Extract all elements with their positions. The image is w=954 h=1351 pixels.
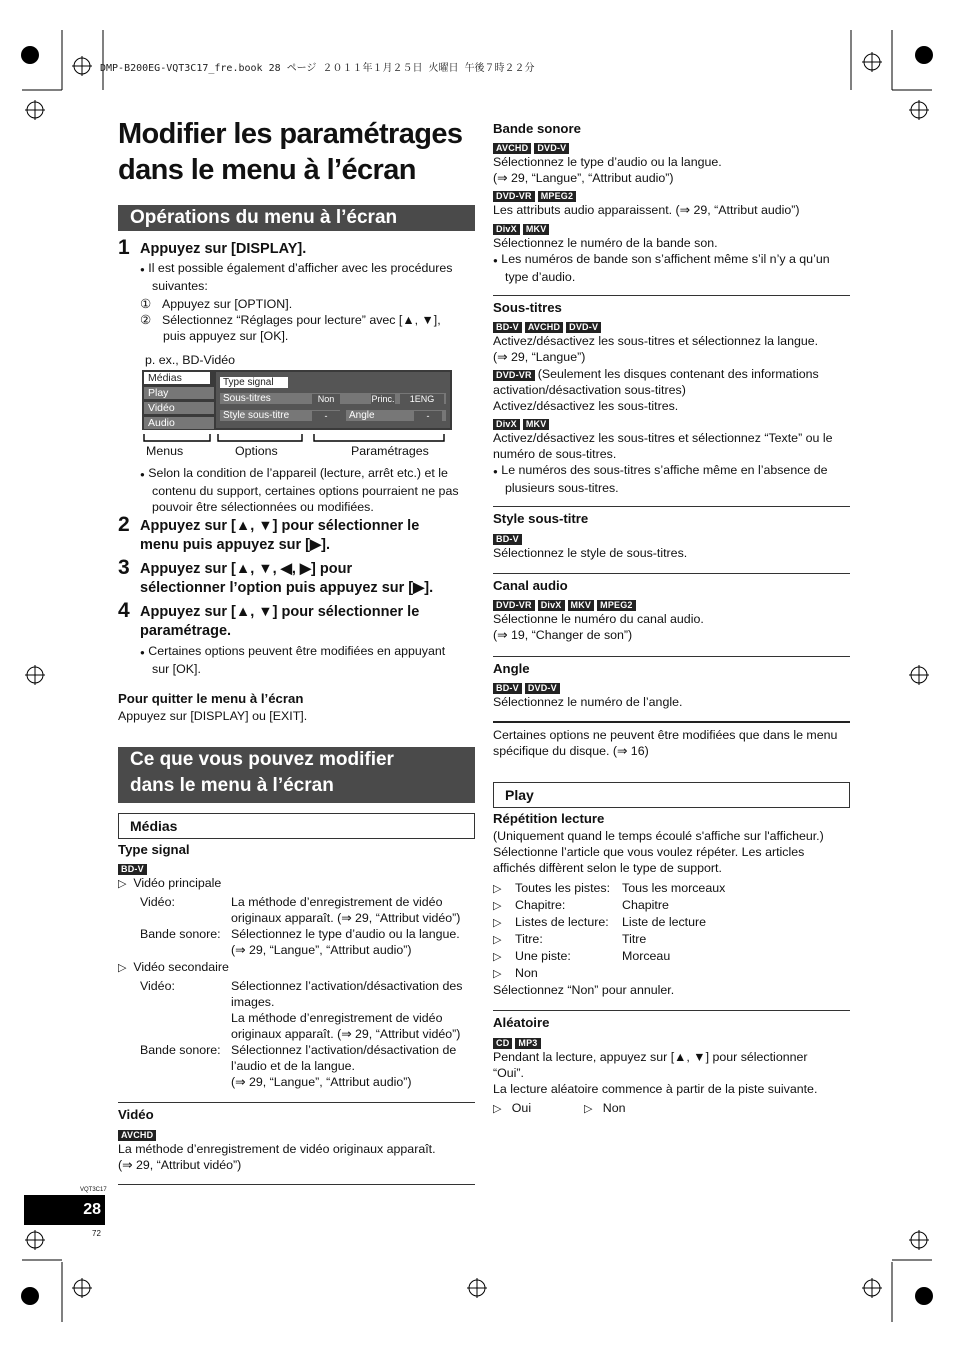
osd-menu-video: Vidéo: [144, 402, 214, 414]
random-option-non: ▷ Non: [584, 1101, 626, 1115]
canal-tags: DVD-VR DivX MKV MPEG2: [493, 596, 639, 612]
sous-desc-2: DVD-VR (Seulement les disques contenant des informations activation/désactivation sous-titres) Activez/désactivez les sous-titres.: [493, 367, 819, 413]
sous-tags-3: DivX MKV: [493, 415, 552, 431]
style-desc: Sélectionnez le style de sous-titres.: [493, 546, 688, 560]
osd-menu-play: Play: [144, 387, 214, 399]
osd-option-angle: Angle: [346, 410, 446, 421]
file-header: DMP-B200EG-VQT3C17_fre.book 28 ページ ２０１１年１月２５日 火曜日 午後７時２２分: [100, 63, 535, 74]
bande-tags-3: DivX MKV: [493, 220, 552, 236]
angle-tags: BD-V DVD-V: [493, 679, 563, 695]
video-title: Vidéo: [118, 1107, 154, 1122]
step-4-bullet: ● Certaines options peuvent être modifiées en appuyant sur [OK].: [140, 644, 446, 676]
note-disc-menu: Certaines options ne peuvent être modifiées que dans le menu spécifique du disque. (⇒ 16): [493, 728, 838, 758]
random-title: Aléatoire: [493, 1015, 550, 1030]
style-title: Style sous-titre: [493, 511, 589, 526]
bande-bullet: ● Les numéros de bande son s’affichent même s’il n’y a qu’un type d’audio.: [493, 252, 830, 284]
random-desc: Pendant la lecture, appuyez sur [▲, ▼] pour sélectionner “Oui”. La lecture aléatoire commence à partir de la piste suivante.: [493, 1050, 818, 1096]
random-option-oui: ▷ Oui: [493, 1101, 532, 1115]
list-item: ▷ Chapitre: Chapitre: [493, 898, 669, 912]
secondary-video-label: Vidéo:: [140, 979, 175, 993]
sous-tags-1: BD-V AVCHD DVD-V: [493, 318, 604, 334]
type-signal-title: Type signal: [118, 842, 190, 857]
step-number-1: 1: [118, 236, 130, 259]
video-desc: La méthode d’enregistrement de vidéo originaux apparaît. (⇒ 29, “Attribut vidéo”): [118, 1142, 436, 1172]
repeat-cancel-note: Sélectionnez “Non” pour annuler.: [493, 983, 675, 997]
osd-option-style: Style sous-titre: [220, 410, 340, 421]
bande-sonore-title: Bande sonore: [493, 121, 581, 136]
primary-video-desc: La méthode d’enregistrement de vidéo originaux apparaît. (⇒ 29, “Attribut vidéo”): [231, 895, 461, 925]
sous-titres-title: Sous-titres: [493, 300, 562, 315]
caption-parametrages: Paramétrages: [351, 444, 429, 458]
bande-tags-1: AVCHD DVD-V: [493, 139, 572, 155]
secondary-video-row: ▷ Vidéo secondaire: [118, 960, 229, 974]
step-2-text: Appuyez sur [▲, ▼] pour sélectionner le menu puis appuyez sur [▶].: [140, 518, 420, 553]
secondary-audio-label: Bande sonore:: [140, 1043, 221, 1057]
section-heading-operations: Opérations du menu à l’écran: [118, 205, 475, 231]
play-box: Play: [493, 782, 850, 808]
canal-title: Canal audio: [493, 578, 568, 593]
page-number: 28: [24, 1195, 105, 1225]
primary-video-row: ▷ Vidéo principale: [118, 876, 222, 890]
primary-audio-label: Bande sonore:: [140, 927, 221, 941]
onscreen-menu-illustration: [142, 370, 452, 430]
osd-value-non: Non: [312, 394, 340, 405]
divider: [118, 1102, 475, 1103]
angle-title: Angle: [493, 661, 530, 676]
step-3-text: Appuyez sur [▲, ▼, ◀, ▶] pour sélectionner l’option puis appuyez sur [▶].: [140, 561, 434, 596]
bande-desc-1: Sélectionnez le type d’audio ou la langue. (⇒ 29, “Langue”, “Attribut audio”): [493, 155, 722, 185]
repeat-title: Répétition lecture: [493, 811, 605, 826]
repeat-options: [493, 880, 850, 982]
osd-option-type-signal: Type signal: [220, 377, 288, 388]
canal-desc: Sélectionne le numéro du canal audio. (⇒ 19, “Changer de son”): [493, 612, 704, 642]
list-item: ▷ Une piste: Morceau: [493, 949, 671, 963]
divider: [493, 1010, 850, 1011]
quit-menu-title: Pour quitter le menu à l’écran: [118, 691, 304, 706]
quit-menu-text: Appuyez sur [DISPLAY] ou [EXIT].: [118, 709, 308, 723]
primary-audio-desc: Sélectionnez le type d’audio ou la langue. (⇒ 29, “Langue”, “Attribut audio”): [231, 927, 460, 957]
osd-value-dash-1: -: [312, 411, 340, 422]
divider: [118, 1184, 475, 1185]
list-item: ▷ Listes de lecture: Liste de lecture: [493, 915, 707, 929]
section-heading-modify: Ce que vous pouvez modifier dans le menu à l’écran: [118, 747, 475, 803]
step-number-4: 4: [118, 599, 130, 622]
step-1-bullet: ● Il est possible également d’afficher avec les procédures suivantes:: [140, 261, 453, 293]
angle-desc: Sélectionnez le numéro de l’angle.: [493, 695, 683, 709]
step-number-2: 2: [118, 513, 130, 536]
divider: [493, 506, 850, 507]
bande-desc-2: Les attributs audio apparaissent. (⇒ 29, “Attribut audio”): [493, 203, 800, 217]
osd-option-sous-titres: Sous-titres: [220, 393, 446, 404]
divider: [493, 656, 850, 657]
bande-desc-3: Sélectionnez le numéro de la bande son.: [493, 236, 718, 250]
osd-note-bullet: ● Selon la condition de l’appareil (lecture, arrêt etc.) et le contenu du support, certaines options pourraient ne pas pouvoir être sélectionnées ou modifiées.: [140, 466, 459, 514]
osd-value-princ: Princ.: [371, 394, 395, 404]
osd-menu-audio: Audio: [144, 417, 214, 429]
secondary-video-desc: Sélectionnez l’activation/désactivation des images. La méthode d’enregistrement de vidéo originaux apparaît. (⇒ 29, “Attribut vidéo”): [231, 979, 463, 1041]
secondary-audio-desc: Sélectionnez l’activation/désactivation de l’audio et de la langue. (⇒ 29, “Langue”, “Attribut audio”): [231, 1043, 457, 1089]
footer-small-number: 72: [92, 1229, 101, 1238]
type-signal-tag: BD-V: [118, 860, 150, 876]
list-item: ▷ Non: [493, 966, 538, 980]
divider: [493, 573, 850, 574]
bande-tags-2: DVD-VR MPEG2: [493, 187, 579, 203]
list-item: ▷ Toutes les pistes: Tous les morceaux: [493, 881, 726, 895]
osd-value-eng: 1ENG: [400, 394, 444, 405]
osd-value-dash-2: -: [414, 411, 442, 422]
primary-video-label: Vidéo:: [140, 895, 175, 909]
list-item: ▷ Titre: Titre: [493, 932, 647, 946]
footer-code: VQT3C17: [80, 1187, 107, 1193]
step-1-text: Appuyez sur [DISPLAY].: [140, 241, 307, 257]
sous-desc-3: Activez/désactivez les sous-titres et sélectionnez “Texte” ou le numéro de sous-titres.: [493, 431, 833, 461]
random-tags: CD MP3: [493, 1034, 544, 1050]
osd-menu-medias: Médias: [144, 372, 210, 384]
repeat-desc: (Uniquement quand le temps écoulé s'affiche sur l'afficheur.) Sélectionne l’article que vous voulez répéter. Les articles affichés diffèrent selon le type de support.: [493, 829, 824, 875]
sous-bullet: ● Le numéros des sous-titres s’affiche même en l’absence de plusieurs sous-titres.: [493, 463, 828, 495]
divider: [493, 721, 850, 723]
style-tag: BD-V: [493, 530, 525, 546]
divider: [493, 295, 850, 296]
caption-options: Options: [235, 444, 278, 458]
medias-box: Médias: [118, 813, 475, 839]
example-label: p. ex., BD-Vidéo: [145, 353, 235, 367]
caption-menus: Menus: [146, 444, 184, 458]
page-title: Modifier les paramétrages dans le menu à l’écran: [118, 118, 463, 186]
step-4-text: Appuyez sur [▲, ▼] pour sélectionner le paramétrage.: [140, 604, 420, 639]
sous-desc-1: Activez/désactivez les sous-titres et sélectionnez la langue. (⇒ 29, “Langue”): [493, 334, 819, 364]
video-tag: AVCHD: [118, 1126, 159, 1142]
step-1-substeps: ① Appuyez sur [OPTION]. ② Sélectionnez “Réglages pour lecture” avec [▲, ▼], puis appuyez sur [OK].: [140, 297, 441, 343]
step-number-3: 3: [118, 556, 130, 579]
